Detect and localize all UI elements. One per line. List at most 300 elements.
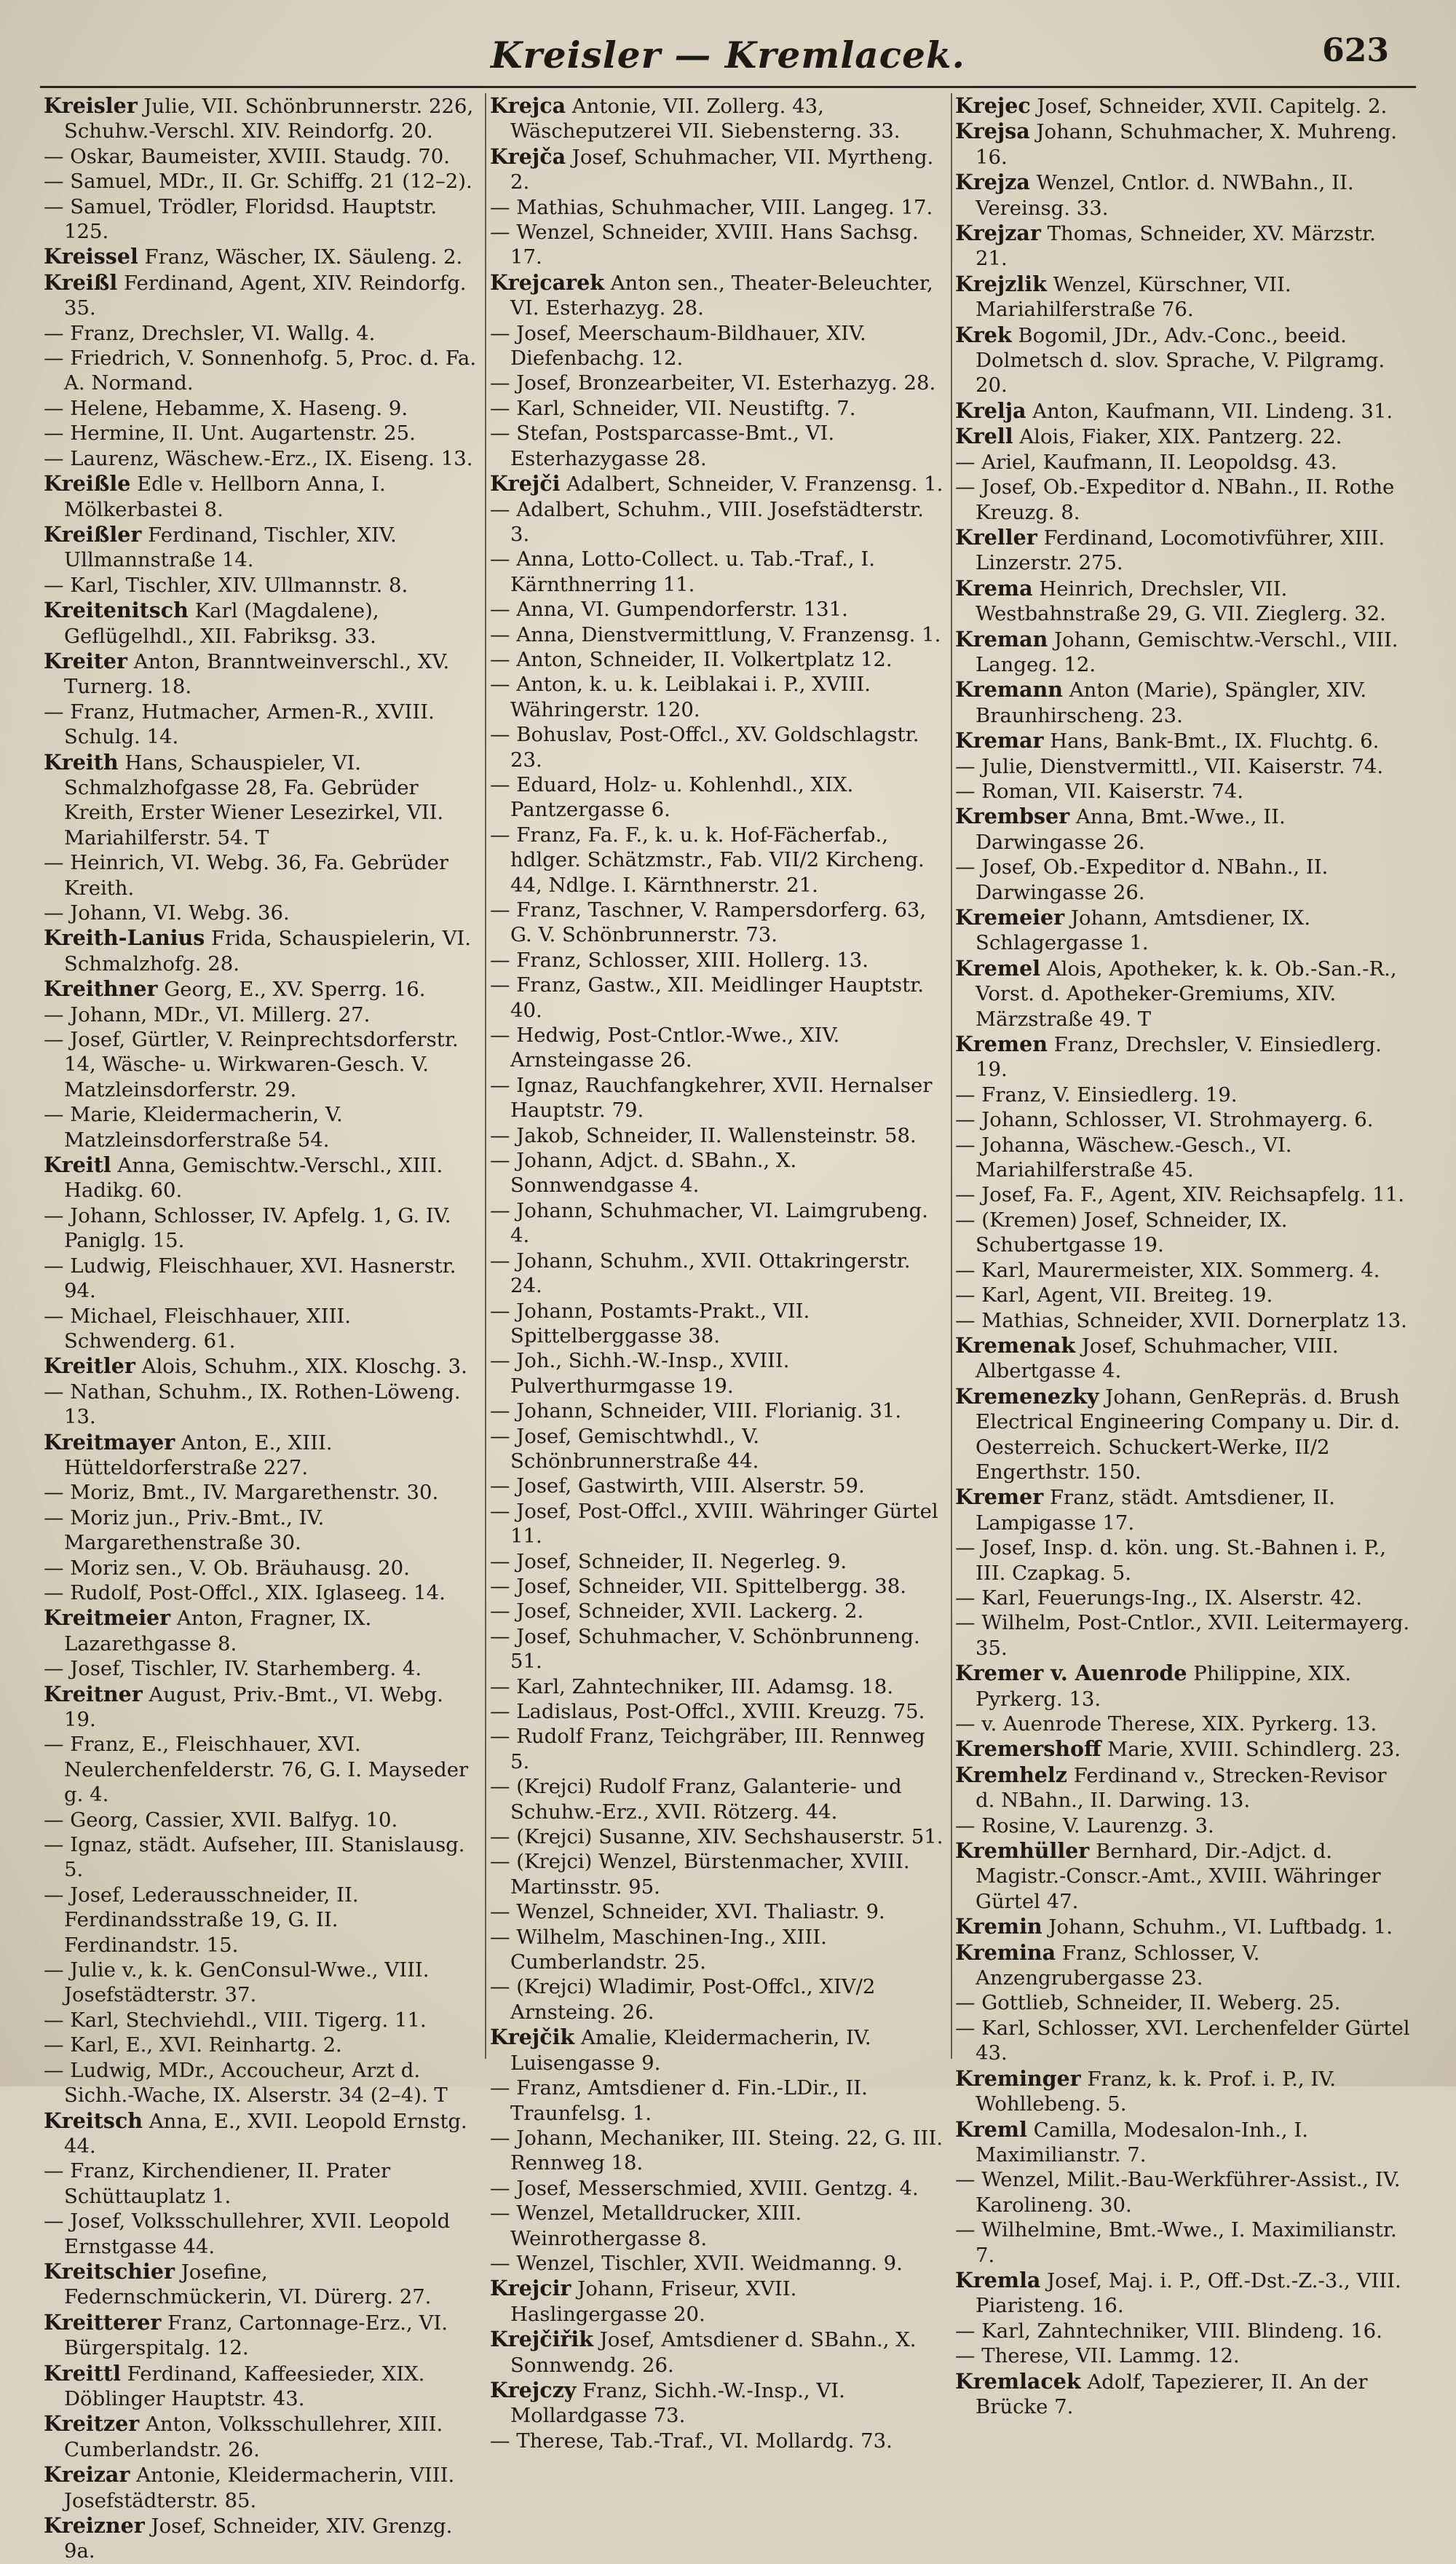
entry-text: — Anton, k. u. k. Leiblakai i. P., XVIII. Währingerstr. 120. bbox=[490, 673, 871, 721]
entry-surname: Kremenezky bbox=[955, 1383, 1099, 1409]
directory-entry bbox=[44, 1808, 480, 1832]
entry-surname: Kreitenitsch bbox=[44, 598, 189, 623]
directory-entry bbox=[44, 522, 480, 573]
directory-entry bbox=[44, 901, 480, 925]
directory-entry bbox=[44, 1883, 480, 1958]
entry-surname: Kremla bbox=[955, 2267, 1041, 2292]
directory-entry bbox=[955, 450, 1410, 475]
directory-entry bbox=[955, 2268, 1410, 2319]
entry-text: Josef, Schuhmacher, VII. Myrtheng. 2. bbox=[510, 145, 934, 194]
directory-entry bbox=[955, 855, 1410, 905]
directory-entry bbox=[955, 1083, 1410, 1107]
entry-text: Johann, Amtsdiener, IX. Schlagergasse 1. bbox=[976, 906, 1311, 955]
directory-entry bbox=[44, 2259, 480, 2310]
directory-entry bbox=[490, 672, 949, 722]
entry-text: Johann, Schuhmacher, X. Muhreng. 16. bbox=[976, 120, 1398, 169]
directory-entry bbox=[44, 850, 480, 901]
entry-surname: Kreittl bbox=[44, 2360, 121, 2386]
directory-entry bbox=[44, 2108, 480, 2159]
directory-entry bbox=[44, 1605, 480, 1656]
directory-entry bbox=[44, 2008, 480, 2033]
entry-text: — Josef, Lederausschneider, II. Ferdinandsstraße 19, G. II. Ferdinandstr. 15. bbox=[44, 1883, 359, 1957]
directory-entry bbox=[490, 1549, 949, 1574]
entry-surname: Kremann bbox=[955, 677, 1063, 703]
directory-entry bbox=[490, 973, 949, 1023]
entry-text: — Josef, Schneider, XVII. Lackerg. 2. bbox=[490, 1599, 864, 1623]
entry-text: Anton, Volksschullehrer, XIII. Cumberlandstr. 26. bbox=[64, 2413, 443, 2461]
directory-entry bbox=[44, 1027, 480, 1102]
entry-surname: Kremhelz bbox=[955, 1762, 1067, 1787]
directory-entry bbox=[955, 1333, 1410, 1384]
entry-text: — Wilhelm, Maschinen-Ing., XIII. Cumberlandstr. 25. bbox=[490, 1925, 827, 1974]
directory-entry bbox=[955, 1182, 1410, 1207]
entry-surname: Kreitmayer bbox=[44, 1429, 175, 1455]
entry-text: — Franz, Fa. F., k. u. k. Hof-Fächerfab., hdlger. Schätzmstr., Fab. VII/2 Kircheng. 44, Ndlge. I. Kärnthnerstr. 21. bbox=[490, 823, 925, 897]
entry-surname: Kremhüller bbox=[955, 1838, 1090, 1864]
entry-text: — Johann, Schlosser, IV. Apfelg. 1, G. IV. Paniglg. 15. bbox=[44, 1203, 451, 1253]
entry-text: — Josef, Volksschullehrer, XVII. Leopold Ernstgasse 44. bbox=[44, 2209, 451, 2258]
directory-entry bbox=[44, 1152, 480, 1203]
entry-surname: Krejča bbox=[490, 143, 566, 169]
entry-text: Josef, Schneider, XVII. Capitelg. 2. bbox=[1030, 95, 1388, 118]
entry-text: Anna, E., XVII. Leopold Ernstg. 44. bbox=[64, 2109, 467, 2158]
entry-surname: Krema bbox=[955, 575, 1033, 601]
entry-surname: Kreisler bbox=[44, 93, 138, 118]
entry-text: Julie, VII. Schönbrunnerstr. 226, Schuhw.-Verschl. XIV. Reindorfg. 20. bbox=[64, 95, 474, 143]
directory-entry bbox=[44, 925, 480, 976]
directory-entry bbox=[44, 396, 480, 421]
entry-text: — Michael, Fleischhauer, XIII. Schwenderg. 61. bbox=[44, 1304, 352, 1353]
directory-entry bbox=[44, 750, 480, 851]
directory-entry bbox=[490, 497, 949, 547]
entry-text: — Josef, Fa. F., Agent, XIV. Reichsapfelg. 11. bbox=[955, 1183, 1405, 1207]
entry-text: Alois, Apotheker, k. k. Ob.-San.-R., Vorst. d. Apotheker-Gremiums, XIV. Märzstraße 49. T bbox=[976, 957, 1397, 1031]
directory-entry bbox=[955, 2343, 1410, 2368]
directory-entry bbox=[44, 1480, 480, 1505]
entry-surname: Kreitschier bbox=[44, 2258, 175, 2284]
entry-text: — Therese, Tab.-Traf., VI. Mollardg. 73. bbox=[490, 2429, 893, 2453]
entry-text: Marie, XVIII. Schindlerg. 23. bbox=[1101, 1738, 1401, 1762]
entry-text: — Stefan, Postsparcasse-Bmt., VI. Esterhazygasse 28. bbox=[490, 422, 835, 470]
entry-text: — (Krejci) Rudolf Franz, Galanterie- und Schuhw.-Erz., XVII. Rötzerg. 44. bbox=[490, 1775, 902, 1824]
directory-entry bbox=[955, 1032, 1410, 1083]
entry-text: — Moriz jun., Priv.-Bmt., IV. Margarethenstraße 30. bbox=[44, 1505, 325, 1555]
directory-entry bbox=[490, 93, 949, 144]
entry-text: — Josef, Bronzearbeiter, VI. Esterhazyg. 28. bbox=[490, 371, 936, 395]
entry-text: Josef, Maj. i. P., Off.-Dst.-Z.-3., VIII. Piaristeng. 16. bbox=[976, 2268, 1401, 2318]
entry-text: — Karl, Agent, VII. Breiteg. 19. bbox=[955, 1283, 1273, 1307]
entry-surname: Kreminger bbox=[955, 2065, 1081, 2091]
directory-entry bbox=[955, 221, 1410, 272]
entry-text: — Ludwig, MDr., Accoucheur, Arzt d. Sichh.-Wache, IX. Alserstr. 34 (2–4). T bbox=[44, 2058, 448, 2108]
directory-entry bbox=[44, 700, 480, 750]
entry-surname: Krejčik bbox=[490, 2025, 575, 2050]
entry-text: Wenzel, Cntlor. d. NWBahn., II. Vereinsg. 33. bbox=[976, 171, 1354, 220]
entry-surname: Kreman bbox=[955, 626, 1048, 652]
entry-text: — Georg, Cassier, XVII. Balfyg. 10. bbox=[44, 1808, 398, 1832]
entry-text: Thomas, Schneider, XV. Märzstr. 21. bbox=[976, 222, 1376, 271]
directory-entry bbox=[955, 2319, 1410, 2343]
entry-text: — Anna, VI. Gumpendorferstr. 131. bbox=[490, 598, 848, 622]
directory-entry bbox=[44, 2462, 480, 2513]
entry-text: — Wenzel, Tischler, XVII. Weidmanng. 9. bbox=[490, 2251, 903, 2275]
entry-text: Franz, Cartonnage-Erz., VI. Bürgerspitalg. 12. bbox=[64, 2311, 448, 2360]
directory-entry bbox=[955, 1813, 1410, 1838]
entry-text: — Samuel, Trödler, Floridsd. Hauptstr. 125. bbox=[44, 194, 438, 244]
directory-entry bbox=[490, 1849, 949, 1899]
directory-entry bbox=[490, 1724, 949, 1774]
directory-entry bbox=[955, 627, 1410, 678]
entry-text: — v. Auenrode Therese, XIX. Pyrkerg. 13. bbox=[955, 1712, 1377, 1736]
directory-entry bbox=[955, 1283, 1410, 1307]
entry-text: Alois, Schuhm., XIX. Kloschg. 3. bbox=[135, 1355, 467, 1379]
entry-text: Camilla, Modesalon-Inh., I. Maximilianstr. 7. bbox=[976, 2118, 1308, 2167]
entry-surname: Kreitl bbox=[44, 1152, 111, 1178]
directory-entry bbox=[490, 471, 949, 496]
entry-text: Johann, Friseur, XVII. Haslingergasse 20. bbox=[510, 2277, 797, 2326]
entry-text: — Johann, Schneider, VIII. Florianig. 31. bbox=[490, 1399, 902, 1423]
entry-text: — Josef, Tischler, IV. Starhemberg. 4. bbox=[44, 1657, 422, 1681]
directory-entry bbox=[490, 1398, 949, 1423]
entry-text: Bogomil, JDr., Adv.-Conc., beeid. Dolmetsch d. slov. Sprache, V. Pilgramg. 20. bbox=[976, 323, 1385, 397]
entry-surname: Kreithner bbox=[44, 976, 158, 1002]
directory-entry bbox=[490, 1249, 949, 1299]
entry-text: — Mathias, Schneider, XVII. Dornerplatz 13. bbox=[955, 1308, 1407, 1332]
entry-text: Anton, E., XIII. Hütteldorferstraße 227. bbox=[64, 1431, 333, 1479]
entry-text: Anna, Bmt.-Wwe., II. Darwingasse 26. bbox=[976, 805, 1286, 854]
entry-text: — Johann, VI. Webg. 36. bbox=[44, 901, 290, 925]
directory-entry bbox=[490, 1148, 949, 1198]
entry-text: — Julie v., k. k. GenConsul-Wwe., VIII. Josefstädterstr. 37. bbox=[44, 1958, 430, 2007]
entry-text: — Wenzel, Milit.-Bau-Werkführer-Assist., IV. Karolineng. 30. bbox=[955, 2168, 1401, 2217]
entry-text: — Wilhelmine, Bmt.-Wwe., I. Maximilianstr. 7. bbox=[955, 2218, 1397, 2267]
entry-surname: Kremlacek bbox=[955, 2368, 1081, 2394]
entry-surname: Kremeier bbox=[955, 905, 1065, 930]
directory-entry bbox=[44, 2159, 480, 2209]
entry-text: — Karl, Zahntechniker, VIII. Blindeng. 16. bbox=[955, 2319, 1382, 2343]
directory-entry bbox=[490, 647, 949, 672]
directory-entry bbox=[44, 1254, 480, 1304]
entry-surname: Krejzlik bbox=[955, 271, 1047, 296]
directory-entry bbox=[44, 1353, 480, 1379]
directory-entry bbox=[490, 1674, 949, 1699]
entry-text: Hans, Schauspieler, VI. Schmalzhofgasse 28, Fa. Gebrüder Kreith, Erster Wiener Lesezirkel, VII. Mariahilferstr. 54. T bbox=[64, 751, 444, 850]
directory-entry bbox=[955, 1990, 1410, 2015]
entry-text: Anton, Kaufmann, VII. Lindeng. 31. bbox=[1026, 399, 1393, 423]
entry-surname: Kreiter bbox=[44, 648, 128, 673]
entry-surname: Krejza bbox=[955, 170, 1030, 195]
directory-entry bbox=[490, 1123, 949, 1148]
entry-text: Heinrich, Drechsler, VII. Westbahnstraße 29, G. VII. Zieglerg. 32. bbox=[976, 577, 1386, 626]
entry-text: — Julie, Dienstvermittl., VII. Kaiserstr. 74. bbox=[955, 754, 1384, 778]
entry-text: — Karl, Tischler, XIV. Ullmannstr. 8. bbox=[44, 573, 408, 597]
entry-text: — Josef, Messerschmied, XVIII. Gentzg. 4. bbox=[490, 2176, 919, 2200]
directory-entry bbox=[490, 2025, 949, 2076]
directory-entry bbox=[490, 1299, 949, 1349]
directory-entry bbox=[955, 754, 1410, 779]
directory-entry bbox=[44, 270, 480, 321]
directory-entry bbox=[955, 1736, 1410, 1762]
column-3 bbox=[955, 93, 1410, 2418]
entry-text: — Franz, Schlosser, XIII. Hollerg. 13. bbox=[490, 948, 869, 972]
directory-entry bbox=[490, 898, 949, 948]
entry-text: Anna, Gemischtw.-Verschl., XIII. Hadikg. 60. bbox=[64, 1154, 443, 1203]
directory-entry bbox=[44, 2513, 480, 2564]
directory-entry bbox=[955, 93, 1410, 119]
directory-entry bbox=[955, 1610, 1410, 1661]
entry-text: — Josef, Gastwirth, VIII. Alserstr. 59. bbox=[490, 1474, 865, 1498]
directory-entry bbox=[490, 772, 949, 823]
directory-entry bbox=[955, 1308, 1410, 1333]
directory-entry bbox=[44, 1102, 480, 1152]
entry-text: Franz, Wäscher, IX. Säuleng. 2. bbox=[138, 245, 463, 269]
directory-entry bbox=[490, 597, 949, 622]
directory-entry bbox=[44, 93, 480, 144]
page-header bbox=[0, 20, 1456, 86]
directory-entry bbox=[490, 1348, 949, 1398]
entry-text: Franz, Drechsler, V. Einsiedlerg. 19. bbox=[976, 1033, 1382, 1082]
entry-text: — Franz, V. Einsiedlerg. 19. bbox=[955, 1083, 1238, 1107]
entry-text: — Karl, Stechviehdl., VIII. Tigerg. 11. bbox=[44, 2008, 427, 2032]
directory-entry bbox=[490, 195, 949, 220]
entry-surname: Kreizner bbox=[44, 2513, 145, 2538]
entry-text: — Gottlieb, Schneider, II. Weberg. 25. bbox=[955, 1991, 1341, 2015]
directory-entry bbox=[490, 823, 949, 898]
directory-entry bbox=[44, 1304, 480, 1354]
entry-surname: Krejec bbox=[955, 93, 1031, 118]
entry-surname: Kremer bbox=[955, 1484, 1044, 1510]
entry-surname: Kreith bbox=[44, 749, 119, 775]
entry-text: Franz, Sichh.-W.-Insp., VI. Mollardgasse 73. bbox=[510, 2378, 845, 2428]
entry-surname: Krejčiřik bbox=[490, 2327, 593, 2352]
directory-entry bbox=[955, 1838, 1410, 1914]
directory-entry bbox=[44, 446, 480, 471]
directory-entry bbox=[955, 905, 1410, 956]
directory-entry bbox=[44, 2209, 480, 2259]
directory-entry bbox=[955, 119, 1410, 170]
entry-text: — Adalbert, Schuhm., VIII. Josefstädterstr. 3. bbox=[490, 497, 924, 546]
entry-text: — Karl, Schlosser, XVI. Lerchenfelder Gürtel 43. bbox=[955, 2016, 1410, 2065]
entry-text: — Anna, Lotto-Collect. u. Tab.-Traf., I. Kärnthnerring 11. bbox=[490, 547, 875, 596]
entry-text: — Ludwig, Fleischhauer, XVI. Hasnerstr. 94. bbox=[44, 1254, 456, 1303]
directory-entry bbox=[490, 1499, 949, 1549]
directory-entry bbox=[490, 220, 949, 270]
entry-text: Josef, Amtsdiener d. SBahn., X. Sonnwendg. 26. bbox=[510, 2328, 917, 2377]
entry-text: — Hermine, II. Unt. Augartenstr. 25. bbox=[44, 422, 416, 446]
directory-entry bbox=[44, 1002, 480, 1027]
entry-text: Adalbert, Schneider, V. Franzensg. 1. bbox=[560, 472, 943, 496]
entry-surname: Kremer v. Auenrode bbox=[955, 1661, 1187, 1686]
entry-text: — Helene, Hebamme, X. Haseng. 9. bbox=[44, 396, 408, 420]
entry-text: — Rosine, V. Laurenzg. 3. bbox=[955, 1813, 1214, 1837]
entry-surname: Kreißle bbox=[44, 471, 131, 496]
entry-text: Anton, Branntweinverschl., XV. Turnerg. 18. bbox=[64, 649, 450, 699]
directory-entry bbox=[955, 2117, 1410, 2168]
entry-surname: Kreissel bbox=[44, 244, 138, 269]
entry-text: — Ladislaus, Post-Offcl., XVIII. Kreuzg. 75. bbox=[490, 1700, 925, 1723]
directory-entry bbox=[44, 2058, 480, 2108]
entry-text: — Heinrich, VI. Webg. 36, Fa. Gebrüder Kreith. bbox=[44, 851, 449, 900]
directory-entry bbox=[955, 1940, 1410, 1991]
entry-text: — Johann, Postamts-Prakt., VII. Spittelberggasse 38. bbox=[490, 1299, 810, 1348]
column-2 bbox=[490, 93, 949, 2453]
entry-surname: Krejči bbox=[490, 471, 561, 496]
directory-entry bbox=[955, 1384, 1410, 1485]
entry-surname: Krelja bbox=[955, 397, 1026, 423]
entry-text: — Josef, Meerschaum-Bildhauer, XIV. Diefenbachg. 12. bbox=[490, 321, 866, 371]
entry-text: — Karl, Maurermeister, XIX. Sommerg. 4. bbox=[955, 1258, 1380, 1282]
entry-text: — Johann, Mechaniker, III. Steing. 22, G. III. Rennweg 18. bbox=[490, 2126, 943, 2175]
directory-entry bbox=[44, 1732, 480, 1807]
directory-entry bbox=[490, 1599, 949, 1623]
column-divider bbox=[485, 93, 486, 2059]
directory-entry bbox=[490, 547, 949, 597]
entry-text: — Marie, Kleidermacherin, V. Matzleinsdorferstraße 54. bbox=[44, 1103, 343, 1152]
entry-text: — Jakob, Schneider, II. Wallensteinstr. 58. bbox=[490, 1123, 917, 1147]
entry-text: — (Kremen) Josef, Schneider, IX. Schubertgasse 19. bbox=[955, 1208, 1288, 1257]
directory-entry bbox=[490, 421, 949, 471]
directory-entry bbox=[490, 1023, 949, 1073]
directory-entry bbox=[44, 144, 480, 169]
entry-text: Georg, E., XV. Sperrg. 16. bbox=[157, 978, 426, 1002]
entry-text: — Moriz sen., V. Ob. Bräuhausg. 20. bbox=[44, 1556, 410, 1580]
directory-entry bbox=[955, 2167, 1410, 2217]
entry-text: — Johann, MDr., VI. Millerg. 27. bbox=[44, 1002, 371, 1026]
directory-entry bbox=[44, 649, 480, 700]
entry-text: — Josef, Post-Offcl., XVIII. Währinger Gürtel 11. bbox=[490, 1499, 938, 1548]
entry-text: — Franz, E., Fleischhauer, XVI. Neulerchenfelderstr. 76, G. I. Mayseder g. 4. bbox=[44, 1733, 469, 1807]
entry-surname: Kreller bbox=[955, 524, 1037, 550]
directory-entry bbox=[490, 1574, 949, 1599]
directory-entry bbox=[490, 321, 949, 371]
entry-surname: Kremel bbox=[955, 955, 1041, 981]
directory-entry bbox=[490, 144, 949, 195]
entry-text: — Moriz, Bmt., IV. Margarethenstr. 30. bbox=[44, 1481, 439, 1505]
directory-entry bbox=[44, 1682, 480, 1733]
directory-entry bbox=[955, 525, 1410, 576]
entry-text: — Johann, Schlosser, VI. Strohmayerg. 6. bbox=[955, 1108, 1374, 1132]
directory-entry bbox=[44, 1203, 480, 1254]
directory-entry bbox=[44, 2310, 480, 2361]
directory-entry bbox=[44, 1505, 480, 1556]
entry-surname: Kreitmeier bbox=[44, 1605, 171, 1631]
directory-entry bbox=[955, 323, 1410, 398]
directory-entry bbox=[955, 1107, 1410, 1132]
directory-entry bbox=[955, 2369, 1410, 2420]
entry-text: Josefine, Federnschmückerin, VI. Dürerg. 27. bbox=[64, 2260, 432, 2309]
entry-text: — Franz, Kirchendiener, II. Prater Schüttauplatz 1. bbox=[44, 2159, 391, 2208]
entry-surname: Kreitler bbox=[44, 1353, 135, 1379]
directory-entry bbox=[490, 2276, 949, 2327]
entry-surname: Kremina bbox=[955, 1939, 1056, 1965]
directory-entry bbox=[490, 2076, 949, 2126]
entry-text: Johann, GenRepräs. d. Brush Electrical Engineering Company u. Dir. d. Oesterreich. Schuckert-Werke, II/2 Engerthstr. 150. bbox=[976, 1385, 1400, 1484]
entry-text: Amalie, Kleidermacherin, IV. Luisengasse 9. bbox=[510, 2026, 871, 2075]
directory-entry bbox=[955, 1535, 1410, 1586]
directory-entry bbox=[490, 2378, 949, 2429]
directory-entry bbox=[44, 1556, 480, 1580]
entry-surname: Krejzar bbox=[955, 221, 1041, 246]
entry-text: — Ignaz, städt. Aufseher, III. Stanislausg. 5. bbox=[44, 1833, 465, 1882]
entry-text: — Wenzel, Schneider, XVIII. Hans Sachsg. 17. bbox=[490, 221, 919, 269]
column-divider bbox=[951, 93, 952, 2059]
directory-entry bbox=[490, 1198, 949, 1249]
entry-text: — (Krejci) Wenzel, Bürstenmacher, XVIII. Martinsstr. 95. bbox=[490, 1850, 910, 1899]
entry-text: — Ariel, Kaufmann, II. Leopoldsg. 43. bbox=[955, 450, 1337, 474]
entry-surname: Krembser bbox=[955, 804, 1070, 829]
entry-surname: Kremin bbox=[955, 1914, 1042, 1939]
directory-entry bbox=[490, 2126, 949, 2176]
entry-text: — Bohuslav, Post-Offcl., XV. Goldschlagstr. 23. bbox=[490, 723, 919, 772]
entry-text: — Laurenz, Wäschew.-Erz., IX. Eiseng. 13. bbox=[44, 446, 473, 470]
entry-text: — Franz, Drechsler, VI. Wallg. 4. bbox=[44, 321, 376, 345]
entry-text: — Josef, Schneider, VII. Spittelbergg. 38. bbox=[490, 1574, 907, 1598]
header-rule bbox=[40, 86, 1416, 88]
entry-text: — Oskar, Baumeister, XVIII. Staudg. 70. bbox=[44, 144, 451, 168]
entry-text: — Karl, Zahntechniker, III. Adamsg. 18. bbox=[490, 1674, 893, 1698]
entry-text: Franz, Schlosser, V. Anzengrubergasse 23. bbox=[976, 1941, 1260, 1990]
entry-text: Ferdinand, Locomotivführer, XIII. Linzerstr. 275. bbox=[976, 526, 1385, 575]
directory-entry bbox=[955, 170, 1410, 221]
directory-entry bbox=[44, 1580, 480, 1605]
entry-text: Frida, Schauspielerin, VI. Schmalzhofg. 28. bbox=[64, 927, 472, 976]
entry-text: — Franz, Amtsdiener d. Fin.-LDir., II. Traunfelsg. 1. bbox=[490, 2076, 868, 2125]
directory-entry bbox=[44, 1430, 480, 1481]
entry-text: — (Krejci) Wladimir, Post-Offcl., XIV/2 Arnsteing. 26. bbox=[490, 1975, 876, 2024]
directory-entry bbox=[955, 2217, 1410, 2268]
directory-entry bbox=[955, 576, 1410, 627]
entry-text: Antonie, VII. Zollerg. 43, Wäscheputzerei VII. Siebensterng. 33. bbox=[510, 95, 901, 143]
directory-entry bbox=[44, 573, 480, 598]
entry-text: — Josef, Gürtler, V. Reinprechtsdorferstr. 14, Wäsche- u. Wirkwaren-Gesch. V. Matzleinsdorferstr. 29. bbox=[44, 1028, 459, 1101]
entry-surname: Krejczy bbox=[490, 2377, 577, 2402]
entry-surname: Kreitzer bbox=[44, 2411, 140, 2437]
running-title: Kreisler — Kremlacek. bbox=[491, 33, 965, 76]
entry-surname: Krejca bbox=[490, 93, 566, 118]
directory-entry bbox=[490, 270, 949, 321]
directory-entry bbox=[490, 1925, 949, 1975]
directory-entry bbox=[490, 1974, 949, 2025]
entry-text: — Josef, Ob.-Expeditor d. NBahn., II. Darwingasse 26. bbox=[955, 855, 1329, 904]
entry-surname: Kreißler bbox=[44, 521, 142, 547]
directory-entry bbox=[490, 948, 949, 973]
entry-text: Anton (Marie), Spängler, XIV. Braunhirscheng. 23. bbox=[976, 678, 1367, 727]
entry-text: — Josef, Gemischtwhdl., V. Schönbrunnerstraße 44. bbox=[490, 1424, 759, 1473]
entry-text: Edle v. Hellborn Anna, I. Mölkerbastei 8. bbox=[64, 472, 386, 521]
directory-entry bbox=[955, 2016, 1410, 2066]
entry-surname: Kreitterer bbox=[44, 2309, 162, 2335]
entry-text: — Johann, Schuhm., XVII. Ottakringerstr. 24. bbox=[490, 1249, 911, 1298]
entry-text: — Joh., Sichh.-W.-Insp., XVIII. Pulverthurmgasse 19. bbox=[490, 1349, 790, 1398]
entry-text: — Ignaz, Rauchfangkehrer, XVII. Hernalser Hauptstr. 79. bbox=[490, 1073, 933, 1123]
directory-entry bbox=[44, 598, 480, 649]
entry-text: Ferdinand, Tischler, XIV. Ullmannstraße 14. bbox=[64, 523, 397, 572]
entry-text: — Franz, Hutmacher, Armen-R., XVIII. Schulg. 14. bbox=[44, 700, 435, 749]
directory-entry bbox=[955, 804, 1410, 855]
entry-text: — Friedrich, V. Sonnenhofg. 5, Proc. d. Fa. A. Normand. bbox=[44, 347, 477, 395]
entry-surname: Kreitsch bbox=[44, 2108, 143, 2133]
directory-entry bbox=[44, 194, 480, 245]
entry-surname: Krejcir bbox=[490, 2276, 571, 2301]
entry-text: — Samuel, MDr., II. Gr. Schiffg. 21 (12–2). bbox=[44, 170, 472, 194]
directory-entry bbox=[490, 1624, 949, 1674]
directory-entry bbox=[44, 471, 480, 522]
entry-text: — Wilhelm, Post-Cntlor., XVII. Leitermayerg. 35. bbox=[955, 1611, 1410, 1660]
directory-entry bbox=[44, 1958, 480, 2008]
entry-text: — Johann, Schuhmacher, VI. Laimgrubeng. 4. bbox=[490, 1198, 928, 1248]
directory-entry bbox=[490, 396, 949, 421]
directory-entry bbox=[490, 2251, 949, 2276]
